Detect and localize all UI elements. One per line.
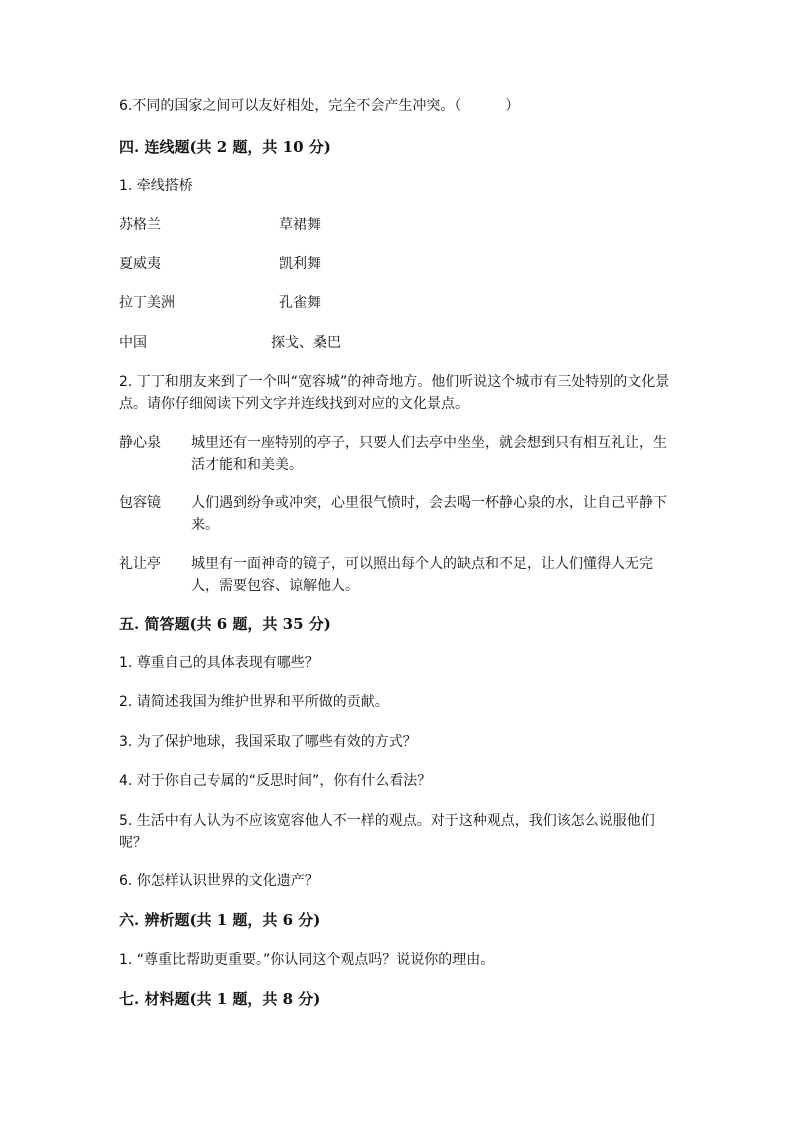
match-q1-row bbox=[119, 253, 679, 275]
match-q2-row bbox=[119, 553, 679, 594]
match-right-item[interactable]: 探戈、桑巴 bbox=[271, 335, 341, 351]
match-left-item[interactable]: 苏格兰 bbox=[119, 217, 161, 233]
match-place[interactable]: 礼让亭 bbox=[119, 556, 161, 572]
short-answer-question: 4. 对于你自己专属的“反思时间”，你有什么看法？ bbox=[119, 773, 432, 789]
match-q2-row bbox=[119, 432, 679, 473]
match-q1-row bbox=[119, 214, 679, 236]
match-right-item[interactable]: 草裙舞 bbox=[279, 217, 321, 233]
short-answer-question: 5. 生活中有人认为不应该宽容他人不一样的观点。对于这种观点，我们该怎么说服他们呢？ bbox=[119, 813, 655, 851]
question-6-text: 6.不同的国家之间可以友好相处，完全不会产生冲突。（ bbox=[119, 98, 462, 114]
match-q2-intro: 2. 丁丁和朋友来到了一个叫“宽容城”的神奇地方。他们听说这个城市有三处特别的文化景点。请你仔细阅读下列文字并连线找到对应的文化景点。 bbox=[119, 374, 670, 412]
section-4-heading: 四. 连线题(共 2 题，共 10 分) bbox=[119, 138, 331, 156]
question-6 bbox=[119, 95, 679, 117]
match-q2-row bbox=[119, 492, 679, 533]
short-answer-question: 2. 请简述我国为维护世界和平所做的贡献。 bbox=[119, 694, 389, 710]
match-description[interactable]: 人们遇到纷争或冲突，心里很气愤时，会去喝一杯静心泉的水，让自己平静下来。 bbox=[191, 495, 667, 533]
short-answer-question: 3. 为了保护地球，我国采取了哪些有效的方式？ bbox=[119, 734, 417, 750]
match-place[interactable]: 包容镜 bbox=[119, 495, 161, 511]
match-left-item[interactable]: 中国 bbox=[119, 335, 147, 351]
match-q1-row bbox=[119, 332, 679, 354]
match-right-item[interactable]: 凯利舞 bbox=[279, 256, 321, 272]
match-left-item[interactable]: 夏威夷 bbox=[119, 256, 161, 272]
section-5-heading: 五. 简答题(共 6 题，共 35 分) bbox=[119, 615, 331, 633]
match-q1-title: 1. 牵线搭桥 bbox=[119, 178, 193, 194]
match-place[interactable]: 静心泉 bbox=[119, 435, 161, 451]
short-answer-question: 6. 你怎样认识世界的文化遗产？ bbox=[119, 873, 319, 889]
short-answer-question: 1. 尊重自己的具体表现有哪些？ bbox=[119, 655, 319, 671]
match-left-item[interactable]: 拉丁美洲 bbox=[119, 295, 175, 311]
match-description[interactable]: 城里有一面神奇的镜子，可以照出每个人的缺点和不足，让人们懂得人无完人，需要包容、谅解他人。 bbox=[191, 556, 653, 594]
match-right-item[interactable]: 孔雀舞 bbox=[279, 295, 321, 311]
analysis-question: 1. “尊重比帮助更重要。”你认同这个观点吗？说说你的理由。 bbox=[119, 952, 495, 968]
match-description[interactable]: 城里还有一座特别的亭子，只要人们去亭中坐坐，就会想到只有相互礼让，生活才能和和美美。 bbox=[191, 435, 667, 473]
match-q1-row bbox=[119, 292, 679, 314]
section-7-heading: 七. 材料题(共 1 题，共 8 分) bbox=[119, 990, 321, 1008]
question-6-close: ） bbox=[505, 98, 520, 114]
section-6-heading: 六. 辨析题(共 1 题，共 6 分) bbox=[119, 911, 321, 929]
